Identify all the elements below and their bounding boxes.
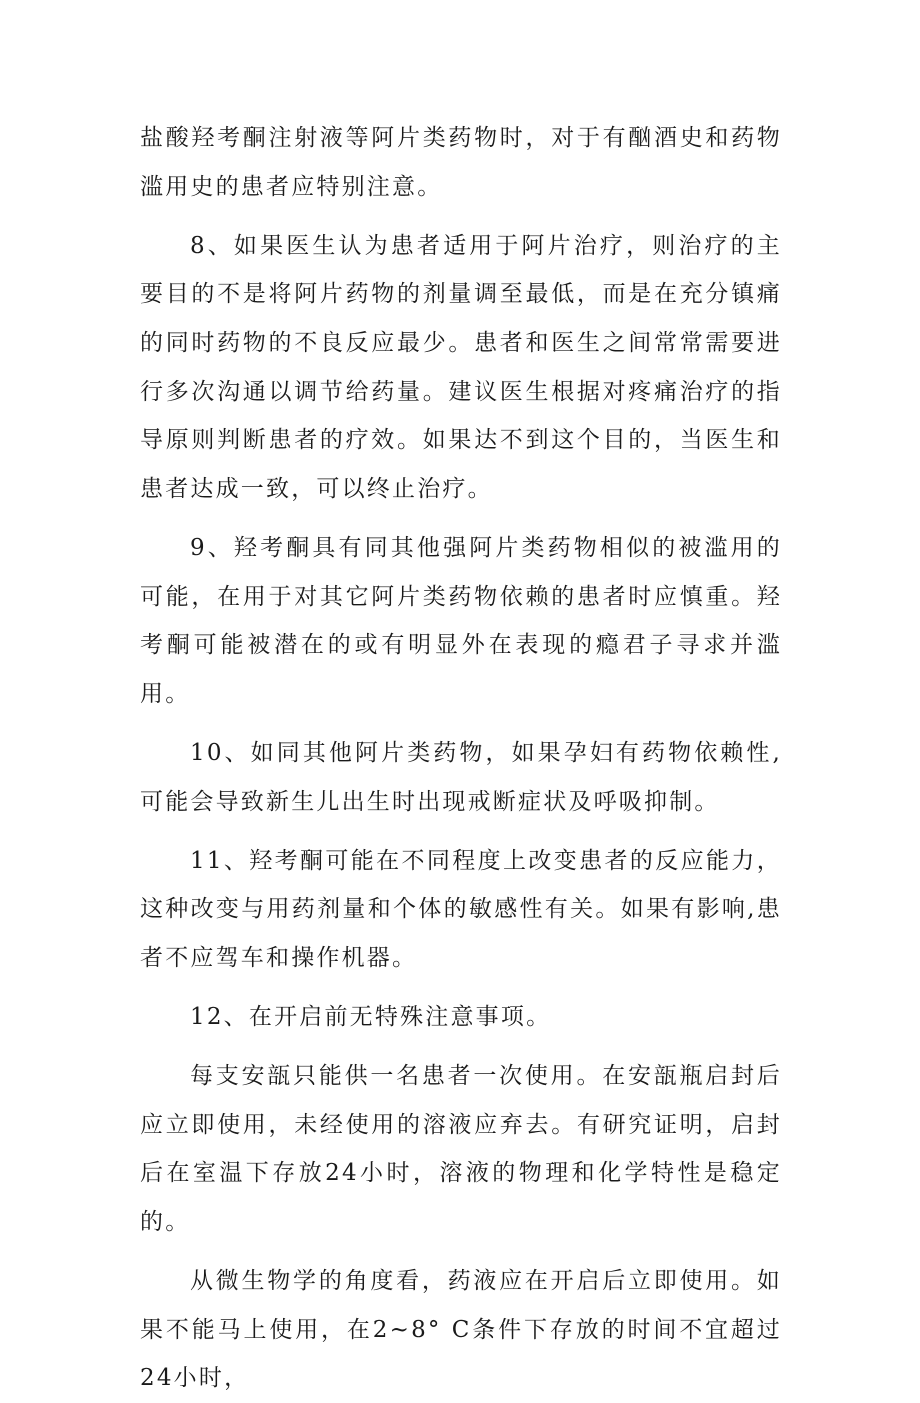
paragraph-continuation: 盐酸羟考酮注射液等阿片类药物时，对于有酗酒史和药物滥用史的患者应特别注意。 [140, 125, 782, 200]
paragraph-microbiology: 从微生物学的角度看，药液应在开启后立即使用。如果不能马上使用，在2~8° C条件下存放的时间不宜超过24小时， [140, 1268, 782, 1392]
paragraph-item-9: 9、羟考酮具有同其他强阿片类药物相似的被滥用的可能，在用于对其它阿片类药物依赖的患者时应慎重。羟考酮可能被潜在的或有明显外在表现的瘾君子寻求并滥用。 [140, 534, 782, 707]
document-body [140, 114, 782, 1403]
paragraph-ampoule-usage: 每支安瓿只能供一名患者一次使用。在安瓿瓶启封后应立即使用，未经使用的溶液应弃去。有研究证明，启封后在室温下存放24小时，溶液的物理和化学特性是稳定的。 [140, 1063, 782, 1236]
paragraph-item-10: 10、如同其他阿片类药物，如果孕妇有药物依赖性,可能会导致新生儿出生时出现戒断症状及呼吸抑制。 [140, 739, 782, 815]
paragraph-item-8: 8、如果医生认为患者适用于阿片治疗，则治疗的主要目的不是将阿片药物的剂量调至最低，而是在充分镇痛的同时药物的不良反应最少。患者和医生之间常常需要进行多次沟通以调节给药量。建议医生根据对疼痛治疗的指导原则判断患者的疗效。如果达不到这个目的，当医生和患者达成一致，可以终止治疗。 [140, 232, 782, 502]
paragraph-item-12: 12、在开启前无特殊注意事项。 [190, 1004, 552, 1031]
paragraph-item-11: 11、羟考酮可能在不同程度上改变患者的反应能力，这种改变与用药剂量和个体的敏感性有关。如果有影响,患者不应驾车和操作机器。 [140, 847, 782, 971]
